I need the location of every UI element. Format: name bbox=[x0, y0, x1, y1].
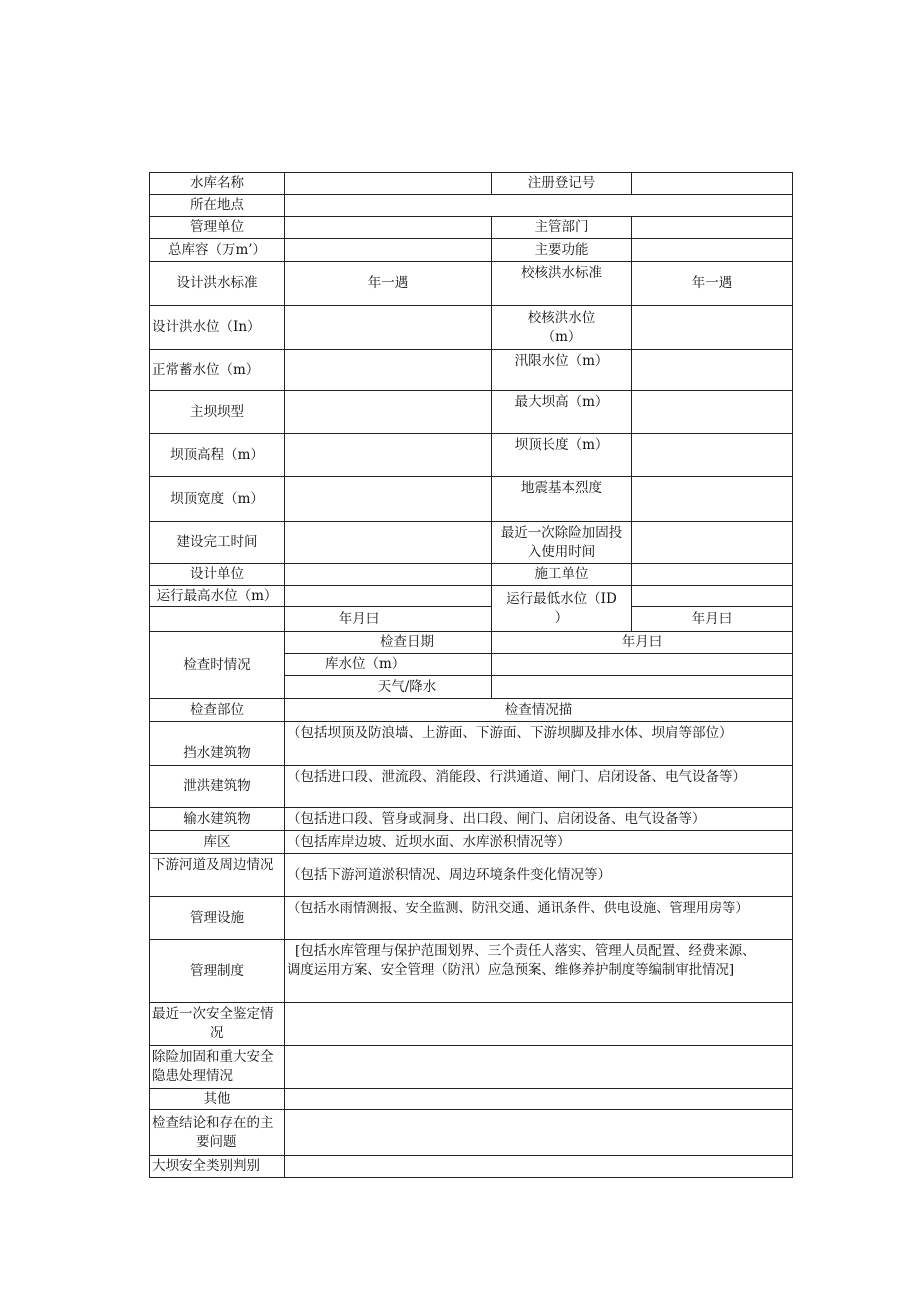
label-min-op-level: 运行最低水位（ID ） bbox=[491, 585, 632, 632]
field-dam-crest-length[interactable] bbox=[631, 433, 793, 477]
field-downstream[interactable]: （包括下游河道淤积情况、周边环境条件变化情况等） bbox=[284, 853, 793, 897]
label-mgmt-facilities: 管理设施 bbox=[149, 896, 285, 940]
label-main-function: 主要功能 bbox=[491, 238, 632, 262]
label-construction-unit: 施工单位 bbox=[491, 563, 632, 586]
field-conveyance-structure[interactable]: （包括进口段、管身或洞身、出口段、闸门、启闭设备、电气设备等） bbox=[284, 807, 793, 831]
label-total-capacity: 总库容（万m’） bbox=[149, 238, 285, 262]
label-normal-storage-level: 正常蓄水位（m） bbox=[149, 349, 285, 391]
label-inspection-date: 检查日期 bbox=[284, 631, 492, 654]
label-registration-no: 注册登记号 bbox=[491, 172, 632, 195]
field-location[interactable] bbox=[284, 194, 793, 217]
field-safety-appraisal[interactable] bbox=[284, 1002, 793, 1046]
field-max-op-date[interactable]: 年月曰 bbox=[284, 606, 492, 632]
label-spillway-structure: 泄洪建筑物 bbox=[149, 765, 285, 808]
label-weather: 天气/降水 bbox=[284, 675, 492, 699]
field-check-flood-level[interactable] bbox=[631, 305, 793, 350]
label-mgmt-system: 管理制度 bbox=[149, 939, 285, 1003]
label-dam-crest-elev: 坝顶高程（m） bbox=[149, 433, 285, 477]
label-dam-crest-length: 坝顶长度（m） bbox=[491, 433, 632, 477]
field-reservoir-area[interactable]: （包括库岸边坡、近坝水面、水库淤积情况等） bbox=[284, 830, 793, 854]
label-check-flood-level: 校核洪水位 （m） bbox=[491, 305, 632, 350]
field-dam-crest-elev[interactable] bbox=[284, 433, 492, 477]
label-management-unit: 管理单位 bbox=[149, 216, 285, 239]
label-check-flood-std: 校核洪水标准 bbox=[491, 261, 632, 306]
field-hazard-handling[interactable] bbox=[284, 1045, 793, 1089]
field-dam-crest-width[interactable] bbox=[284, 476, 492, 522]
field-design-flood-level[interactable] bbox=[284, 305, 492, 350]
label-main-dam-type: 主坝坝型 bbox=[149, 390, 285, 434]
label-design-unit: 设计单位 bbox=[149, 563, 285, 586]
label-conveyance-structure: 输水建筑物 bbox=[149, 807, 285, 831]
field-mgmt-system[interactable]: [包括水库管理与保护范围划界、三个责任人落实、管理人员配置、经费来源、 调度运用方案、安全管理（防汛）应急预案、维修养护制度等编制审批情况] bbox=[284, 939, 793, 1003]
field-management-unit[interactable] bbox=[284, 216, 492, 239]
label-safety-appraisal: 最近一次安全鉴定情 况 bbox=[149, 1002, 285, 1046]
label-others: 其他 bbox=[149, 1088, 285, 1110]
label-inspection-status: 检查时情况 bbox=[149, 631, 285, 699]
label-design-flood-level: 设计洪水位（In） bbox=[149, 305, 285, 350]
reservoir-inspection-form bbox=[149, 172, 793, 1178]
field-design-flood-std[interactable]: 年一遇 bbox=[284, 261, 492, 306]
field-total-capacity[interactable] bbox=[284, 238, 492, 262]
field-normal-storage-level[interactable] bbox=[284, 349, 492, 391]
field-min-op-level[interactable] bbox=[631, 585, 793, 607]
field-flood-limit-level[interactable] bbox=[631, 349, 793, 391]
label-design-flood-std: 设计洪水标准 bbox=[149, 261, 285, 306]
label-dam-crest-width: 坝顶宽度（m） bbox=[149, 476, 285, 522]
field-others[interactable] bbox=[284, 1088, 793, 1110]
field-inspection-date[interactable]: 年月曰 bbox=[491, 631, 793, 654]
field-retaining-structure[interactable]: （包括坝顶及防浪墙、上游面、下游面、下游坝脚及排水体、坝肩等部位） bbox=[284, 721, 793, 766]
label-conclusion: 检查结论和存在的主 要问题 bbox=[149, 1109, 285, 1156]
label-downstream: 下游河道及周边情况 bbox=[149, 853, 285, 897]
field-reservoir-level[interactable] bbox=[491, 653, 793, 676]
field-registration-no[interactable] bbox=[631, 172, 793, 195]
field-min-op-date[interactable]: 年月曰 bbox=[631, 606, 793, 632]
label-hazard-handling: 除险加固和重大安全 隐患处理情况 bbox=[149, 1045, 285, 1089]
field-mgmt-facilities[interactable]: （包括水雨情测报、安全监测、防汛交通、通讯条件、供电设施、管理用房等） bbox=[284, 896, 793, 940]
field-spillway-structure[interactable]: （包括进口段、泄流段、消能段、行洪通道、闸门、启闭设备、电气设备等） bbox=[284, 765, 793, 808]
field-max-op-level[interactable] bbox=[284, 585, 492, 607]
label-recent-reinforce: 最近一次除险加固投 入使用时间 bbox=[491, 521, 632, 564]
label-inspection-part: 检查部位 bbox=[149, 698, 285, 722]
label-retaining-structure: 挡水建筑物 bbox=[149, 721, 285, 766]
label-inspection-desc: 检查情况描 bbox=[284, 698, 793, 722]
label-completion-time: 建设完工时间 bbox=[149, 521, 285, 564]
field-construction-unit[interactable] bbox=[631, 563, 793, 586]
blank-cell bbox=[149, 606, 285, 632]
label-reservoir-level: 库水位（m） bbox=[284, 653, 492, 676]
label-dam-safety-class: 大坝安全类别判别 bbox=[149, 1155, 285, 1178]
label-seismic-intensity: 地震基本烈度 bbox=[491, 476, 632, 522]
field-dam-safety-class[interactable] bbox=[284, 1155, 793, 1178]
field-reservoir-name[interactable] bbox=[284, 172, 492, 195]
label-max-op-level: 运行最高水位（m） bbox=[149, 585, 285, 607]
field-design-unit[interactable] bbox=[284, 563, 492, 586]
label-reservoir-area: 库区 bbox=[149, 830, 285, 854]
field-recent-reinforce[interactable] bbox=[631, 521, 793, 564]
field-competent-dept[interactable] bbox=[631, 216, 793, 239]
field-completion-time[interactable] bbox=[284, 521, 492, 564]
label-location: 所在地点 bbox=[149, 194, 285, 217]
label-flood-limit-level: 汛限水位（m） bbox=[491, 349, 632, 391]
label-max-dam-height: 最大坝高（m） bbox=[491, 390, 632, 434]
field-seismic-intensity[interactable] bbox=[631, 476, 793, 522]
field-main-dam-type[interactable] bbox=[284, 390, 492, 434]
label-reservoir-name: 水库名称 bbox=[149, 172, 285, 195]
label-competent-dept: 主管部门 bbox=[491, 216, 632, 239]
field-max-dam-height[interactable] bbox=[631, 390, 793, 434]
field-main-function[interactable] bbox=[631, 238, 793, 262]
field-weather[interactable] bbox=[491, 675, 793, 699]
field-check-flood-std[interactable]: 年一遇 bbox=[631, 261, 793, 306]
field-conclusion[interactable] bbox=[284, 1109, 793, 1156]
